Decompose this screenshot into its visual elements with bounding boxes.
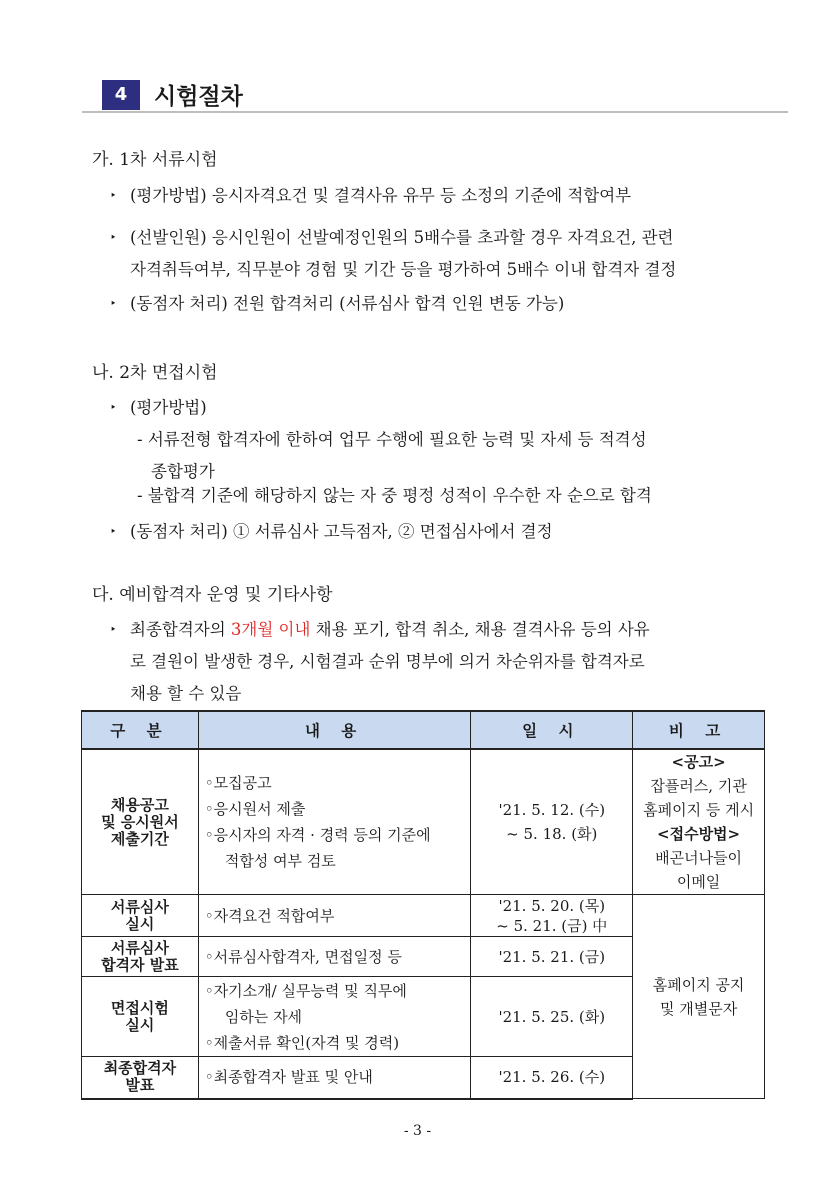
row-note: <공고> 잡플러스, 기관 홈페이지 등 게시 <접수방법> 배곤너나들이 이메일 xyxy=(633,749,765,895)
row-date: '21. 5. 26. (수) xyxy=(471,1057,633,1099)
bullet-marker-icon: ‣ xyxy=(110,623,117,636)
row-date: '21. 5. 12. (수) ~ 5. 18. (화) xyxy=(471,749,633,895)
header-note: 비 고 xyxy=(633,711,765,749)
part-b-heading: 나. 2차 면접시험 xyxy=(92,363,218,383)
bullet-marker-icon: ‣ xyxy=(110,231,117,244)
part-a-bullet-3: ‣ (동점자 처리) 전원 합격처리 (서류심사 합격 인원 변동 가능) xyxy=(130,288,564,320)
page-number: - 3 - xyxy=(403,1123,432,1139)
part-a-bullet-2: ‣ (선발인원) 응시인원이 선발예정인원의 5배수를 초과할 경우 자격요건, 관련 자격취득여부, 직무분야 경험 및 기간 등을 평가하여 5배수 이내 합격자 결정 xyxy=(130,222,676,286)
part-b-tie: ‣ (동점자 처리) ① 서류심사 고득점자, ② 면접심사에서 결정 xyxy=(130,516,553,548)
row-content: ◦모집공고 ◦응시원서 제출 ◦응시자의 자격 · 경력 등의 기준에 적합성 여부 검토 xyxy=(198,749,471,895)
section-number: 4 xyxy=(102,80,140,110)
row-content: ◦서류심사합격자, 면접일정 등 xyxy=(198,937,471,977)
header-date: 일 시 xyxy=(471,711,633,749)
table-row xyxy=(82,895,765,937)
bullet-marker-icon: ‣ xyxy=(110,401,117,414)
part-a-bullet-1: ‣ (평가방법) 응시자격요건 및 결격사유 유무 등 소정의 기준에 적합여부 xyxy=(130,180,631,212)
header-category: 구 분 xyxy=(82,711,199,749)
row-note-shared: 홈페이지 공지 및 개별문자 xyxy=(633,895,765,1099)
row-category: 채용공고 및 응시원서 제출기간 xyxy=(82,749,199,895)
table-row xyxy=(82,749,765,895)
row-content: ◦자격요건 적합여부 xyxy=(198,895,471,937)
bullet-marker-icon: ‣ xyxy=(110,189,117,202)
part-b-method: ‣ (평가방법) xyxy=(130,392,207,424)
header-content: 내 용 xyxy=(198,711,471,749)
schedule-table xyxy=(81,710,765,1100)
row-date: '21. 5. 25. (화) xyxy=(471,977,633,1057)
row-content: ◦자기소개/ 실무능력 및 직무에 임하는 자세 ◦제출서류 확인(자격 및 경력) xyxy=(198,977,471,1057)
bullet-marker-icon: ‣ xyxy=(110,297,117,310)
row-category: 면접시험 실시 xyxy=(82,977,199,1057)
row-category: 서류심사 합격자 발표 xyxy=(82,937,199,977)
section-divider xyxy=(82,111,788,113)
section-title: 시험절차 xyxy=(154,84,243,110)
table-header-row xyxy=(82,711,765,749)
part-a-heading: 가. 1차 서류시험 xyxy=(92,150,218,170)
part-c-bullet: ‣ 최종합격자의 3개월 이내 채용 포기, 합격 취소, 채용 결격사유 등의 사유 로 결원이 발생한 경우, 시험결과 순위 명부에 의거 차순위자를 합격자로 채용 할 수 있음 xyxy=(130,614,650,710)
row-content: ◦최종합격자 발표 및 안내 xyxy=(198,1057,471,1099)
part-c-heading: 다. 예비합격자 운영 및 기타사항 xyxy=(92,585,333,605)
bullet-marker-icon: ‣ xyxy=(110,525,117,538)
highlight-period: 3개월 이내 xyxy=(230,620,311,639)
part-b-dash-1: - 서류전형 합격자에 한하여 업무 수행에 필요한 능력 및 자세 등 적격성 종합평가 xyxy=(137,430,647,481)
row-category: 서류심사 실시 xyxy=(82,895,199,937)
row-date: '21. 5. 20. (목) ~ 5. 21. (금) 中 xyxy=(471,895,633,937)
row-date: '21. 5. 21. (금) xyxy=(471,937,633,977)
row-category: 최종합격자 발표 xyxy=(82,1057,199,1099)
part-b-dash-2: - 불합격 기준에 해당하지 않는 자 중 평정 성적이 우수한 자 순으로 합격 xyxy=(137,486,652,505)
section-header xyxy=(82,75,788,113)
